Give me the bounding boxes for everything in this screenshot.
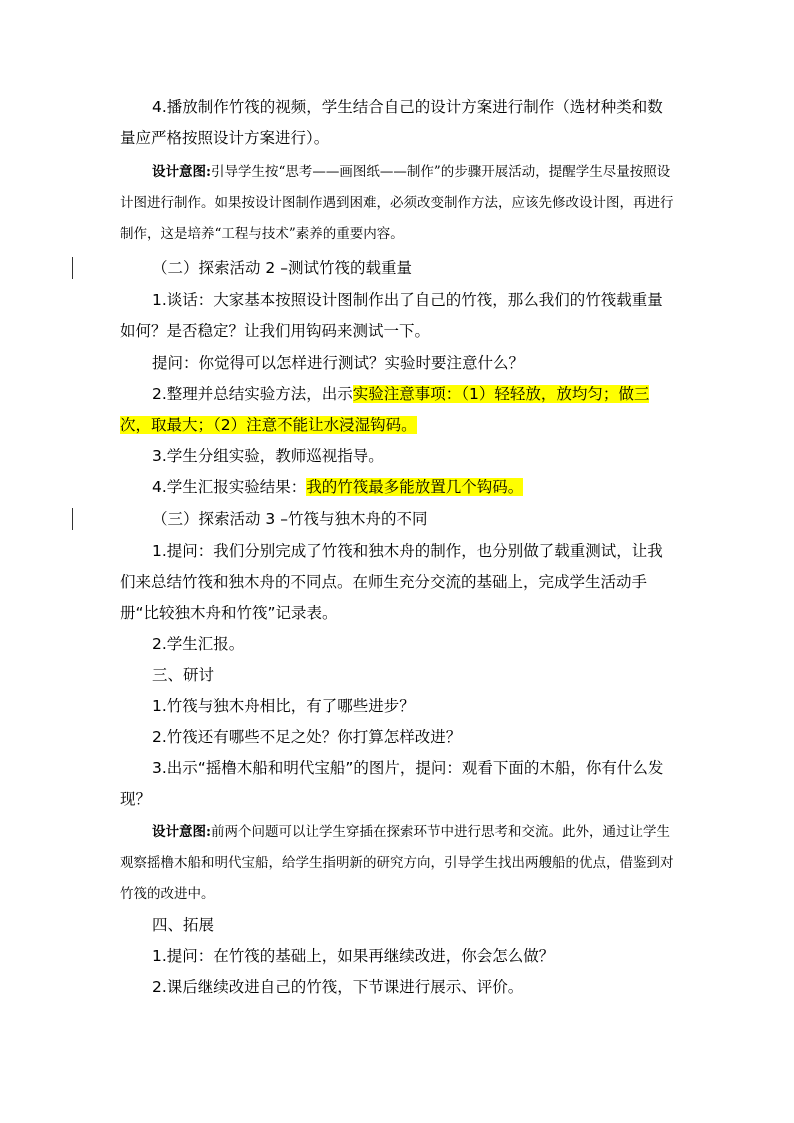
report-result-highlight: 我的竹筏最多能放置几个钩码。 (306, 478, 524, 496)
design-intent-text: 前两个问题可以让学生穿插在探索环节中进行思考和交流。此外，通过让学生观察摇橹木船和明代宝船，给学生指明新的研究方向，引导学生找出两艘船的优点，借鉴到对竹筏的改进中。 (120, 824, 674, 902)
discussion-question-1: 1.竹筏与独木舟相比，有了哪些进步？ (152, 697, 415, 715)
discussion-question-2: 2.竹筏还有哪些不足之处？你打算怎样改进？ (152, 728, 462, 746)
design-intent-label: 设计意图: (152, 824, 211, 840)
design-intent-label: 设计意图: (152, 164, 211, 180)
revision-mark (72, 257, 73, 279)
question-paragraph: 提问：你觉得可以怎样进行测试？实验时要注意什么？ (152, 354, 525, 372)
section-heading-extension: 四、拓展 (152, 916, 215, 934)
design-intent-2 (120, 817, 676, 910)
discussion-question-3: 3.出示“摇橹木船和明代宝船”的图片，提问：观看下面的木船，你有什么发现？ (120, 759, 664, 808)
design-intent-text: 引导学生按“思考——画图纸——制作”的步骤开展活动，提醒学生尽量按照设计图进行制作。如果按设计图制作遇到困难，必须改变制作方法，应该先修改设计图，再进行制作，这是培养“工程与技术”素养的重要内容。 (120, 164, 674, 242)
report-result-prefix: 4.学生汇报实验结果： (152, 478, 307, 496)
talk-paragraph: 1.谈话：大家基本按照设计图制作出了自己的竹筏，那么我们的竹筏载重量如何？是否稳定？让我们用钩码来测试一下。 (120, 291, 663, 340)
revision-mark (72, 508, 73, 530)
section-heading-activity-2: （二）探索活动 2 –测试竹筏的载重量 (152, 259, 412, 277)
report-result-paragraph (120, 472, 676, 503)
experiment-notes-highlight: 实验注意事项：（1）轻轻放，放均匀；做三次，取最大；（2）注意不能让水浸湿钩码。 (120, 385, 650, 434)
experiment-method-prefix: 2.整理并总结实验方法，出示 (152, 385, 353, 403)
section-heading-activity-3: （三）探索活动 3 –竹筏与独木舟的不同 (152, 510, 428, 528)
group-experiment-paragraph: 3.学生分组实验，教师巡视指导。 (152, 447, 384, 465)
student-report-paragraph: 2.学生汇报。 (152, 635, 245, 653)
section-heading-discussion: 三、研讨 (152, 666, 215, 684)
compare-paragraph: 1.提问：我们分别完成了竹筏和独木舟的制作，也分别做了载重测试，让我们来总结竹筏和独木舟的不同点。在师生充分交流的基础上，完成学生活动手册“比较独木舟和竹筏”记录表。 (120, 542, 663, 622)
experiment-method-paragraph (120, 379, 676, 441)
step-4-video: 4.播放制作竹筏的视频，学生结合自己的设计方案进行制作（选材种类和数量应严格按照设计方案进行）。 (120, 98, 663, 147)
extension-task-2: 2.课后继续改进自己的竹筏，下节课进行展示、评价。 (152, 978, 524, 996)
design-intent-1 (120, 157, 676, 250)
extension-question-1: 1.提问：在竹筏的基础上，如果再继续改进，你会怎么做？ (152, 947, 555, 965)
